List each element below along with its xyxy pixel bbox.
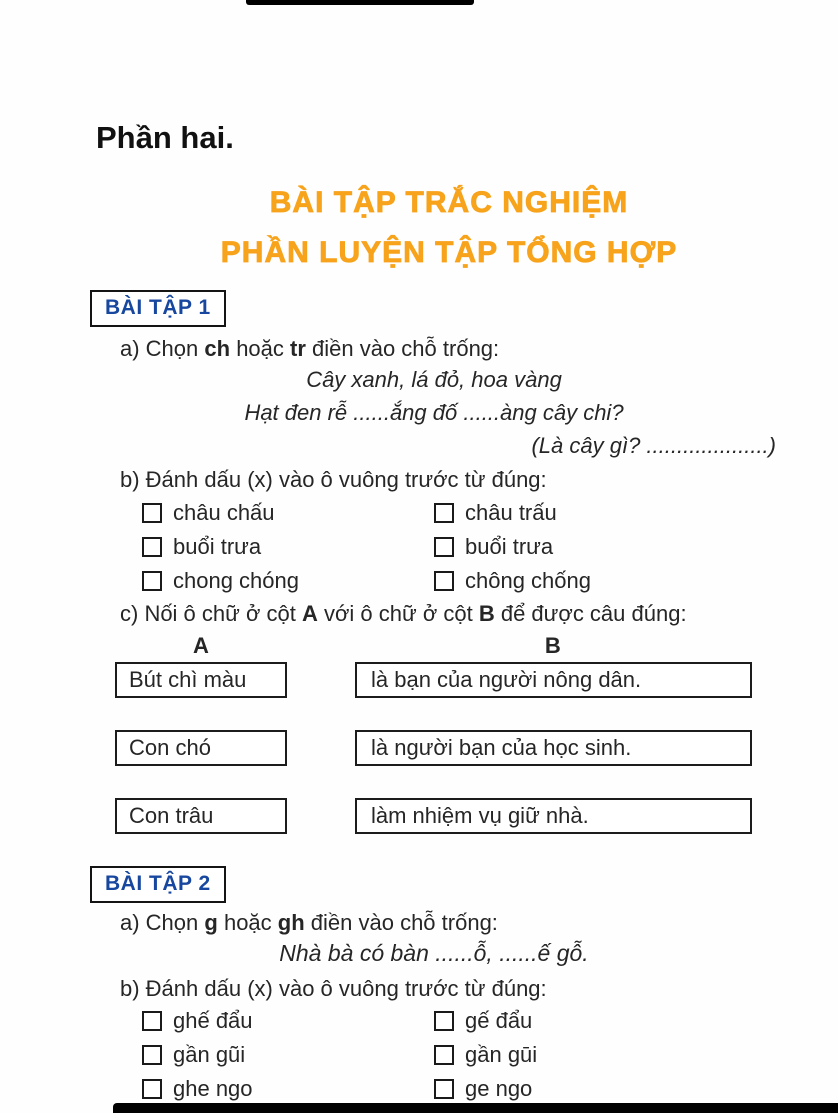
column-b-ref: B [478, 601, 495, 626]
choice-option-2: gh [277, 910, 305, 935]
instruction-text: điền vào chỗ trống: [305, 336, 500, 361]
checkbox-label: gế đẩu [465, 1008, 533, 1033]
checkbox-label: ge ngo [465, 1076, 533, 1101]
match-row [115, 730, 778, 766]
checkbox[interactable] [142, 1079, 162, 1099]
checkbox-option [434, 568, 778, 594]
scan-artifact-bottom [113, 1103, 838, 1113]
checkbox-option [434, 500, 778, 526]
exercise1-part-a-instruction [120, 335, 778, 363]
instruction-text: c) Nối ô chữ ở cột [120, 601, 302, 626]
checkbox[interactable] [434, 571, 454, 591]
checkbox[interactable] [142, 1045, 162, 1065]
checkbox-option [434, 1042, 778, 1068]
match-box-a[interactable]: Bút chì màu [115, 662, 287, 698]
checkbox[interactable] [434, 1011, 454, 1031]
poem-line: Cây xanh, lá đỏ, hoa vàng [306, 367, 562, 392]
fill-in-sentence: Nhà bà có bàn ......ỗ, ......ế gỗ. [279, 940, 589, 966]
checkbox-option [142, 568, 434, 594]
instruction-text: với ô chữ ở cột [317, 601, 479, 626]
column-a-header: A [193, 633, 209, 658]
match-row [115, 662, 778, 698]
exercise1-part-c-instruction [120, 600, 778, 628]
page-title-line2: PHẦN LUYỆN TẬP TỔNG HỢP [220, 236, 678, 269]
exercise2-label: BÀI TẬP 2 [90, 866, 226, 903]
checkbox-label: châu chấu [173, 500, 275, 525]
checkbox-option [142, 1042, 434, 1068]
checkbox[interactable] [434, 1045, 454, 1065]
page-title [120, 178, 778, 278]
checkbox-label: chông chống [465, 568, 591, 593]
instruction-text: điền vào chỗ trống: [304, 910, 498, 935]
checkbox[interactable] [142, 537, 162, 557]
exercise2-part-a-instruction [120, 909, 778, 937]
checkbox[interactable] [142, 503, 162, 523]
checkbox[interactable] [434, 503, 454, 523]
match-column-headers [90, 634, 778, 658]
riddle-poem [90, 363, 778, 462]
exercise1-part-b-instruction: b) Đánh dấu (x) vào ô vuông trước từ đúng: [120, 467, 547, 492]
choice-option-1: ch [204, 336, 231, 361]
checkbox-option [434, 1008, 778, 1034]
checkbox-label: gần gũi [173, 1042, 246, 1067]
exercise2-checkbox-list [142, 1008, 778, 1102]
checkbox-label: châu trấu [465, 500, 557, 525]
exercise1-label: BÀI TẬP 1 [90, 290, 226, 327]
choice-option-2: tr [290, 336, 306, 361]
checkbox-option [142, 1008, 434, 1034]
match-row [115, 798, 778, 834]
match-table [90, 662, 778, 834]
checkbox[interactable] [434, 1079, 454, 1099]
checkbox-label: buổi trưa [173, 534, 262, 559]
match-box-a[interactable]: Con chó [115, 730, 287, 766]
choice-option-1: g [204, 910, 218, 935]
column-a-ref: A [301, 601, 318, 626]
checkbox[interactable] [142, 1011, 162, 1031]
section-label: Phần hai. [96, 120, 234, 155]
exercise1-checkbox-list [142, 500, 778, 594]
checkbox-option [142, 1076, 434, 1102]
instruction-text: hoặc [230, 336, 291, 361]
checkbox-option [142, 534, 434, 560]
match-box-b[interactable]: là người bạn của học sinh. [355, 730, 752, 766]
match-box-a[interactable]: Con trâu [115, 798, 287, 834]
exercise2-part-b-instruction: b) Đánh dấu (x) vào ô vuông trước từ đúng: [120, 976, 547, 1001]
match-box-b[interactable]: là bạn của người nông dân. [355, 662, 752, 698]
instruction-text: để được câu đúng: [494, 601, 687, 626]
instruction-text: hoặc [217, 910, 278, 935]
checkbox-label: chong chóng [173, 568, 299, 593]
match-box-b[interactable]: làm nhiệm vụ giữ nhà. [355, 798, 752, 834]
checkbox[interactable] [434, 537, 454, 557]
checkbox-label: ghe ngo [173, 1076, 253, 1101]
instruction-text: a) Chọn [120, 336, 205, 361]
checkbox-label: buổi trưa [465, 534, 554, 559]
column-b-header: B [544, 633, 561, 658]
checkbox-option [142, 500, 434, 526]
checkbox-option [434, 1076, 778, 1102]
page-title-line1: BÀI TẬP TRẮC NGHIỆM [269, 186, 629, 219]
instruction-text: a) Chọn [120, 910, 205, 935]
checkbox-option [434, 534, 778, 560]
checkbox-label: ghế đẩu [173, 1008, 253, 1033]
checkbox[interactable] [142, 571, 162, 591]
poem-line: Hạt đen rễ ......ắng đố ......àng cây chi? [244, 400, 624, 425]
checkbox-label: gần gūi [465, 1042, 538, 1067]
poem-answer-line: (Là cây gì? ....................) [531, 433, 776, 458]
scan-artifact-top [246, 0, 474, 5]
